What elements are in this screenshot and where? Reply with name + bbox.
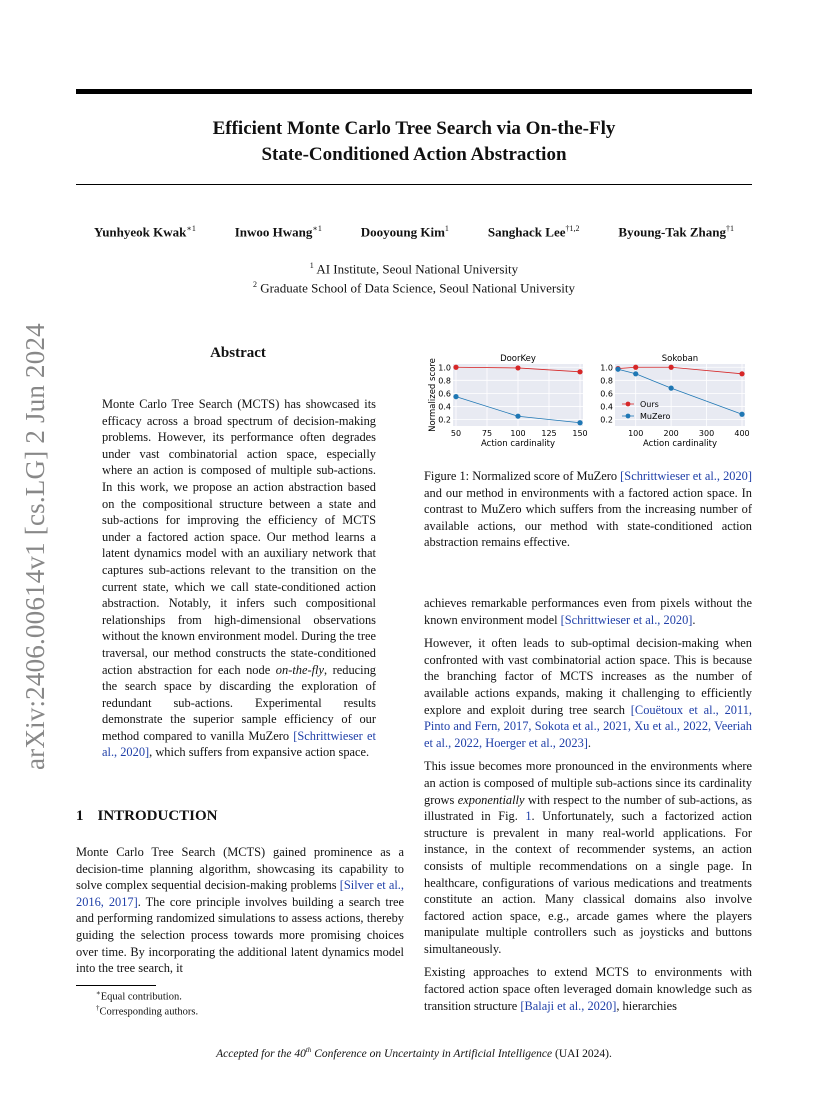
citation-link[interactable]: [Schrittwieser et al., 2020]: [620, 469, 752, 483]
x-tick-label: 200: [663, 429, 679, 438]
data-point-muzero: [615, 367, 620, 372]
data-point-muzero: [577, 420, 582, 425]
affiliations: [76, 258, 752, 297]
citation-link[interactable]: [Schrittwieser et al., 2020]: [102, 728, 376, 760]
footnote-rule: [76, 985, 156, 986]
y-tick-label: 0.2: [600, 415, 613, 425]
paragraph: Existing approaches to extend MCTS to environments with factored action space often leveraged domain knowledge such as transition structure [Balaji et al., 2020], hierarchies: [424, 965, 752, 1013]
x-tick-label: 50: [450, 429, 462, 438]
citation-link[interactable]: [Balaji et al., 2020]: [520, 998, 617, 1013]
y-tick-label: 1.0: [438, 363, 451, 373]
chart-title: Sokoban: [661, 354, 699, 364]
footer-note: Accepted for the 40th Conference on Uncertainty in Artificial Intelligence (UAI 2024).: [216, 1046, 612, 1060]
author: Sanghack Lee$^{\dagger 1,2}$: [487, 224, 580, 240]
footnote: ∗Equal contribution.: [96, 989, 182, 1003]
data-point-ours: [669, 365, 674, 370]
x-tick-label: 125: [541, 429, 557, 438]
citation-link[interactable]: [Schrittwieser et al., 2020]: [560, 612, 693, 627]
y-tick-label: 0.4: [438, 402, 451, 412]
section-heading: 1 INTRODUCTION: [76, 808, 218, 824]
abstract-text: Monte Carlo Tree Search (MCTS) has showcased its efficacy across a broad spectrum of decision-making problems. However, its performance often degrades under vast combinatorial action space, especially where an action is composed of multiple sub-actions. In this work, we propose an action abstraction based on the compositional structure between a state and sub-actions for improving the efficiency of MCTS under a factored action space. Our method learns a latent dynamics model with an auxiliary network that captures sub-actions relevant to the transition on the current state, which we call state-conditioned action abstraction. Notably, it infers such compositional relationships from high-dimensional observations without the known environment model. During the tree traversal, our method constructs the state-conditioned action abstraction for each node on-the-fly, reducing the search space by discarding the exploration of redundant sub-actions. Experimental results demonstrate the superior sample efficiency of our method compared to vanilla MuZero [Schrittwieser et al., 2020], which suffers from expansive action space.: [102, 397, 377, 760]
x-tick-label: 400: [734, 429, 750, 438]
x-tick-label: 75: [481, 429, 493, 438]
author: Yunhyeok Kwak$^{∗1}$: [94, 224, 196, 240]
data-point-ours: [633, 365, 638, 370]
y-tick-label: 0.8: [438, 376, 451, 386]
legend-label: MuZero: [640, 412, 671, 421]
figure-caption: Figure 1: Normalized score of MuZero [Schrittwieser et al., 2020] and our method in environments with a factored action space. In contrast to MuZero which suffers from the increasing number of available actions, our method with state-conditioned action abstraction remains effective.: [424, 469, 752, 550]
author-list: [76, 224, 752, 240]
y-tick-label: 1.0: [600, 363, 613, 373]
x-axis-label: Action cardinality: [643, 439, 717, 449]
paper-title: Efficient Monte Carlo Tree Search via On-the-Fly State-Conditioned Action Abstraction: [212, 118, 616, 165]
paragraph: achieves remarkable performances even from pixels without the known environment model [Schrittwieser et al., 2020].: [424, 596, 752, 627]
author: Inwoo Hwang$^{∗1}$: [234, 224, 322, 240]
data-point-muzero: [669, 386, 674, 391]
title-rule: [76, 184, 752, 185]
top-rule: [76, 89, 752, 94]
data-point-muzero: [453, 394, 458, 399]
y-tick-label: 0.8: [600, 376, 613, 386]
data-point-muzero: [739, 412, 744, 417]
x-tick-label: 300: [698, 429, 715, 438]
chart-panel-sokoban: [600, 354, 749, 449]
citation-link[interactable]: [Silver et al., 2016, 2017]: [76, 878, 404, 909]
paragraph: However, it often leads to sub-optimal decision-making when confronted with vast combinatorial action space. This is because the branching factor of MCTS increases as the number of available actions expands, making it challenging to efficiently explore and exploit during tree search [Couëtoux et al., 2011, Pinto and Fern, 2017, Sokota et al., 2021, Xu et al., 2022, Veeriah et al., 2022, Hoerger et al., 2023].: [424, 636, 752, 750]
x-tick-label: 150: [572, 429, 588, 438]
affiliation: $^2$ Graduate School of Data Science, Seoul National University: [252, 280, 576, 296]
affiliation: $^1$ AI Institute, Seoul National University: [309, 261, 519, 277]
data-point-muzero: [633, 371, 638, 376]
x-tick-label: 100: [628, 429, 644, 438]
paragraph: This issue becomes more pronounced in the environments where an action is composed of multiple sub-actions since its cardinality grows exponentially with respect to the number of sub-actions, as illustrated in Fig. 1. Unfortunately, such a factorized action structure is prevalent in many real-world applications. For instance, in the context of recommender systems, an action consists of multiple recommendations on a single page. In healthcare, configurations of various medications and treatments constitute an action. Many classical domains also involve factored action space, e.g., arcade games where the players manipulate multiple controllers such as joysticks and buttons simultaneously.: [424, 759, 753, 956]
data-point-ours: [453, 365, 458, 370]
chart-title: DoorKey: [500, 354, 536, 364]
right-column-text: [424, 595, 752, 1014]
figure-ref-link[interactable]: 1: [525, 809, 532, 824]
chart-panel-doorkey: [438, 354, 587, 449]
figure-1-chart: [420, 352, 760, 452]
author: Dooyoung Kim$^1$: [360, 224, 449, 240]
x-tick-label: 100: [510, 429, 526, 438]
legend-label: Ours: [640, 400, 659, 409]
abstract-heading: Abstract: [210, 345, 266, 361]
data-point-ours: [739, 371, 744, 376]
legend-marker: [626, 414, 631, 419]
y-axis-label: Normalized score: [428, 358, 438, 432]
y-tick-label: 0.6: [600, 389, 613, 399]
footnote: †Corresponding authors.: [96, 1004, 199, 1018]
y-tick-label: 0.2: [438, 415, 451, 425]
y-tick-label: 0.6: [438, 389, 451, 399]
data-point-muzero: [515, 414, 520, 419]
y-tick-label: 0.4: [600, 402, 613, 412]
citation-link[interactable]: [Couëtoux et al., 2011, Pinto and Fern, 2017, Sokota et al., 2021, Xu et al., 2022, Veeriah et al., 2022, Hoerger et al., 2023]: [424, 702, 752, 750]
arxiv-stamp: arXiv:2406.00614v1 [cs.LG] 2 Jun 2024: [20, 323, 50, 770]
data-point-ours: [515, 365, 520, 370]
legend-marker: [626, 402, 631, 407]
x-axis-label: Action cardinality: [481, 439, 555, 449]
data-point-ours: [577, 369, 582, 374]
author: Byoung-Tak Zhang$^{\dagger 1}$: [618, 224, 734, 240]
intro-text: Monte Carlo Tree Search (MCTS) gained prominence as a decision-time planning algorithm, showcasing its capability to solve complex sequential decision-making problems [Silver et al., 2016, 2017]. The core principle involves building a search tree and performing randomized simulations to assess actions, thereby guiding the selection process towards more promising choices over time. By incorporating the additional latent dynamics model into the tree search, it: [76, 845, 405, 976]
